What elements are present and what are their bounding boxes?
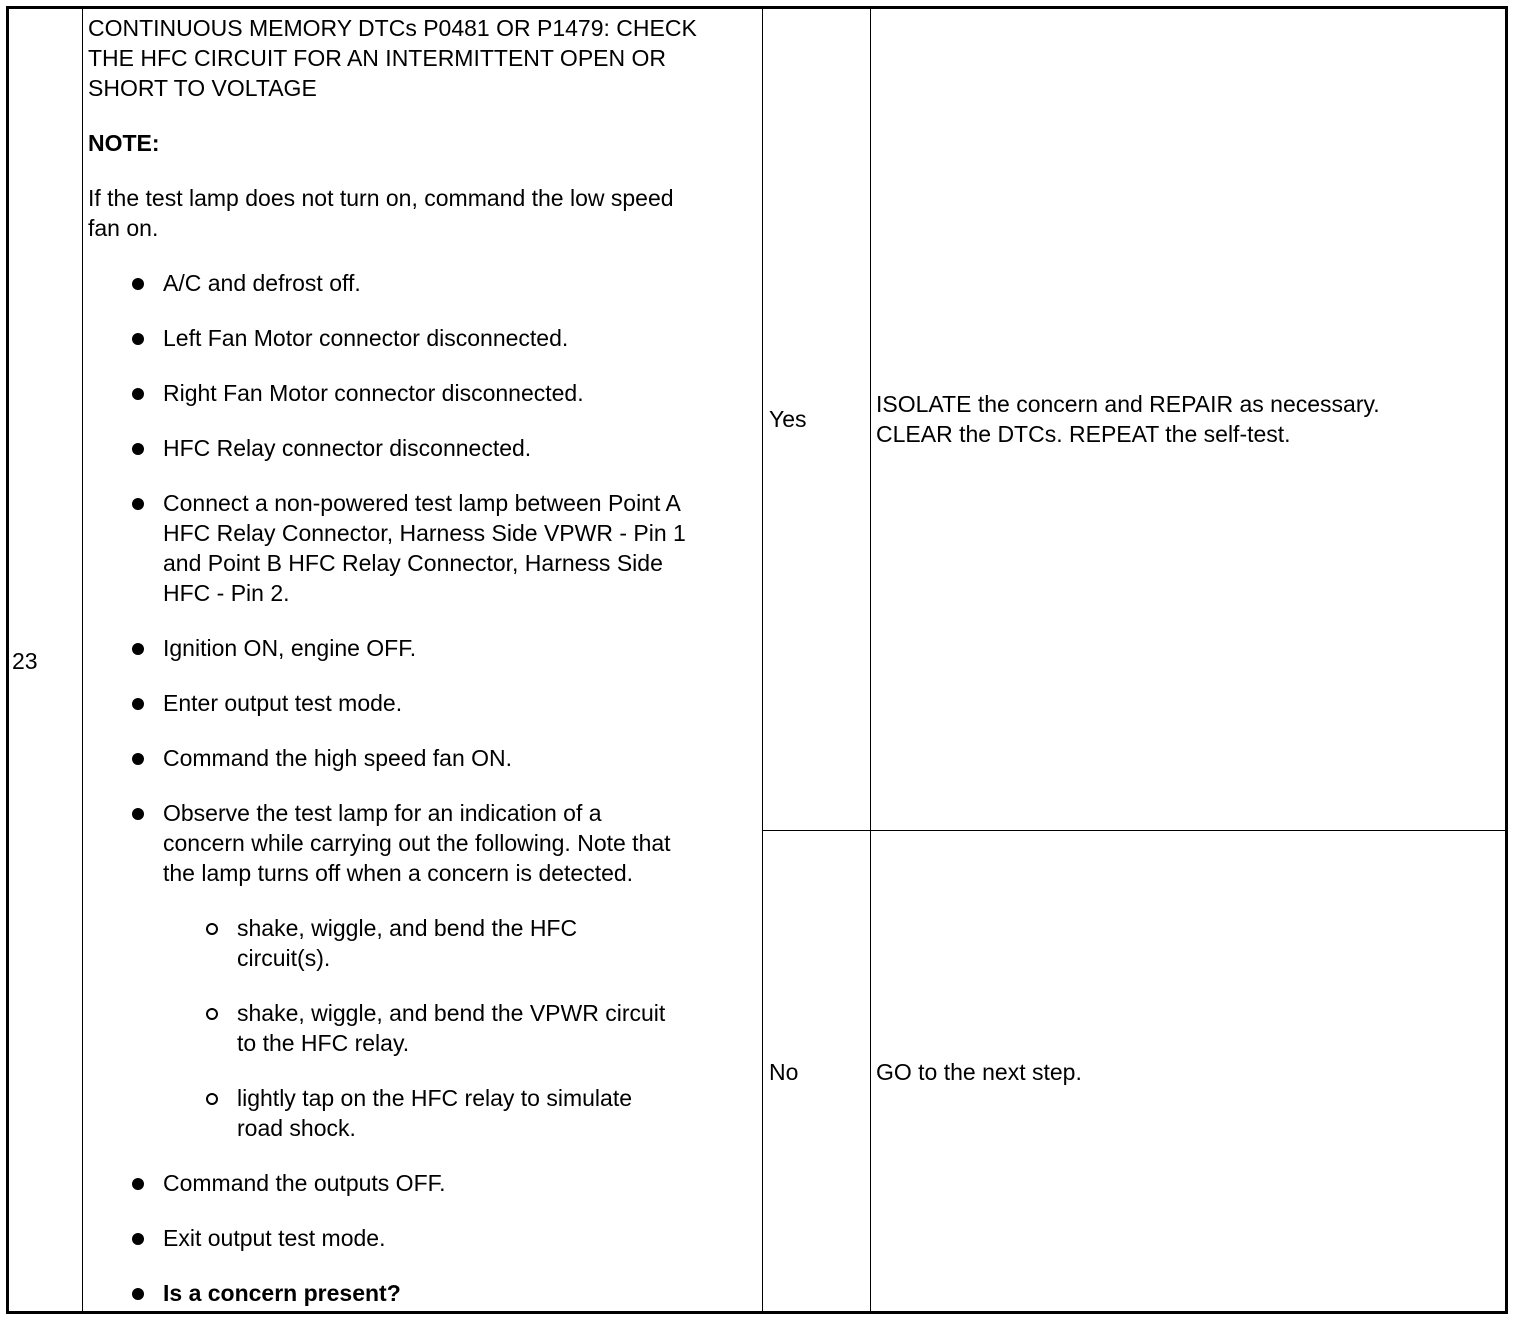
bullet-dot bbox=[132, 498, 144, 510]
action-text-line: CLEAR the DTCs. REPEAT the self-test. bbox=[876, 421, 1291, 447]
action-text-line: ISOLATE the concern and REPAIR as necessary. bbox=[876, 391, 1380, 417]
bullet-dot bbox=[132, 643, 144, 655]
step-heading-line: CONTINUOUS MEMORY DTCs P0481 OR P1479: CHECK bbox=[88, 15, 697, 41]
sub-list-item-text: shake, wiggle, and bend the HFC bbox=[237, 915, 578, 941]
list-item-text: Command the outputs OFF. bbox=[163, 1170, 446, 1196]
bullet-dot bbox=[132, 333, 144, 345]
list-item-text: HFC - Pin 2. bbox=[163, 580, 290, 606]
sub-list-item-text: shake, wiggle, and bend the VPWR circuit bbox=[237, 1000, 666, 1026]
bullet-dot bbox=[132, 1178, 144, 1190]
list-item-text: A/C and defrost off. bbox=[163, 270, 361, 296]
sub-list-item-text: road shock. bbox=[237, 1115, 356, 1141]
answer-label: Yes bbox=[769, 406, 807, 432]
column-divider bbox=[870, 9, 871, 1311]
result-row-divider bbox=[763, 830, 1508, 831]
step-heading-line: THE HFC CIRCUIT FOR AN INTERMITTENT OPEN OR bbox=[88, 45, 666, 71]
question-text: Is a concern present? bbox=[163, 1280, 401, 1306]
bullet-dot bbox=[132, 698, 144, 710]
list-item-text: Left Fan Motor connector disconnected. bbox=[163, 325, 569, 351]
note-text-line: fan on. bbox=[88, 215, 159, 241]
list-item-text: Connect a non-powered test lamp between Point A bbox=[163, 490, 681, 516]
hollow-bullet bbox=[206, 1093, 218, 1105]
action-text-line: GO to the next step. bbox=[876, 1059, 1082, 1085]
list-item-text: Ignition ON, engine OFF. bbox=[163, 635, 417, 661]
list-item-text: HFC Relay connector disconnected. bbox=[163, 435, 532, 461]
bullet-dot bbox=[132, 443, 144, 455]
answer-label: No bbox=[769, 1059, 799, 1085]
sub-list-item-text: to the HFC relay. bbox=[237, 1030, 410, 1056]
bullet-dot bbox=[132, 1233, 144, 1245]
bullet-dot bbox=[132, 278, 144, 290]
sub-list-item-text: circuit(s). bbox=[237, 945, 331, 971]
bullet-dot bbox=[132, 808, 144, 820]
list-item-text: Right Fan Motor connector disconnected. bbox=[163, 380, 584, 406]
list-item-text: concern while carrying out the following. Note that bbox=[163, 830, 671, 856]
bullet-dot bbox=[132, 388, 144, 400]
bullet-dot bbox=[132, 1288, 144, 1300]
list-item-text: Exit output test mode. bbox=[163, 1225, 386, 1251]
step-heading-line: SHORT TO VOLTAGE bbox=[88, 75, 317, 101]
list-item-text: the lamp turns off when a concern is detected. bbox=[163, 860, 634, 886]
hollow-bullet bbox=[206, 923, 218, 935]
note-label: NOTE: bbox=[88, 130, 160, 156]
hollow-bullet bbox=[206, 1008, 218, 1020]
column-divider bbox=[762, 9, 763, 1311]
bullet-dot bbox=[132, 753, 144, 765]
step-number: 23 bbox=[12, 648, 38, 674]
sub-list-item-text: lightly tap on the HFC relay to simulate bbox=[237, 1085, 633, 1111]
list-item-text: Command the high speed fan ON. bbox=[163, 745, 513, 771]
column-divider bbox=[82, 9, 83, 1311]
list-item-text: Observe the test lamp for an indication of a bbox=[163, 800, 602, 826]
note-text-line: If the test lamp does not turn on, command the low speed bbox=[88, 185, 674, 211]
list-item-text: and Point B HFC Relay Connector, Harness Side bbox=[163, 550, 663, 576]
list-item-text: HFC Relay Connector, Harness Side VPWR - Pin 1 bbox=[163, 520, 686, 546]
list-item-text: Enter output test mode. bbox=[163, 690, 403, 716]
